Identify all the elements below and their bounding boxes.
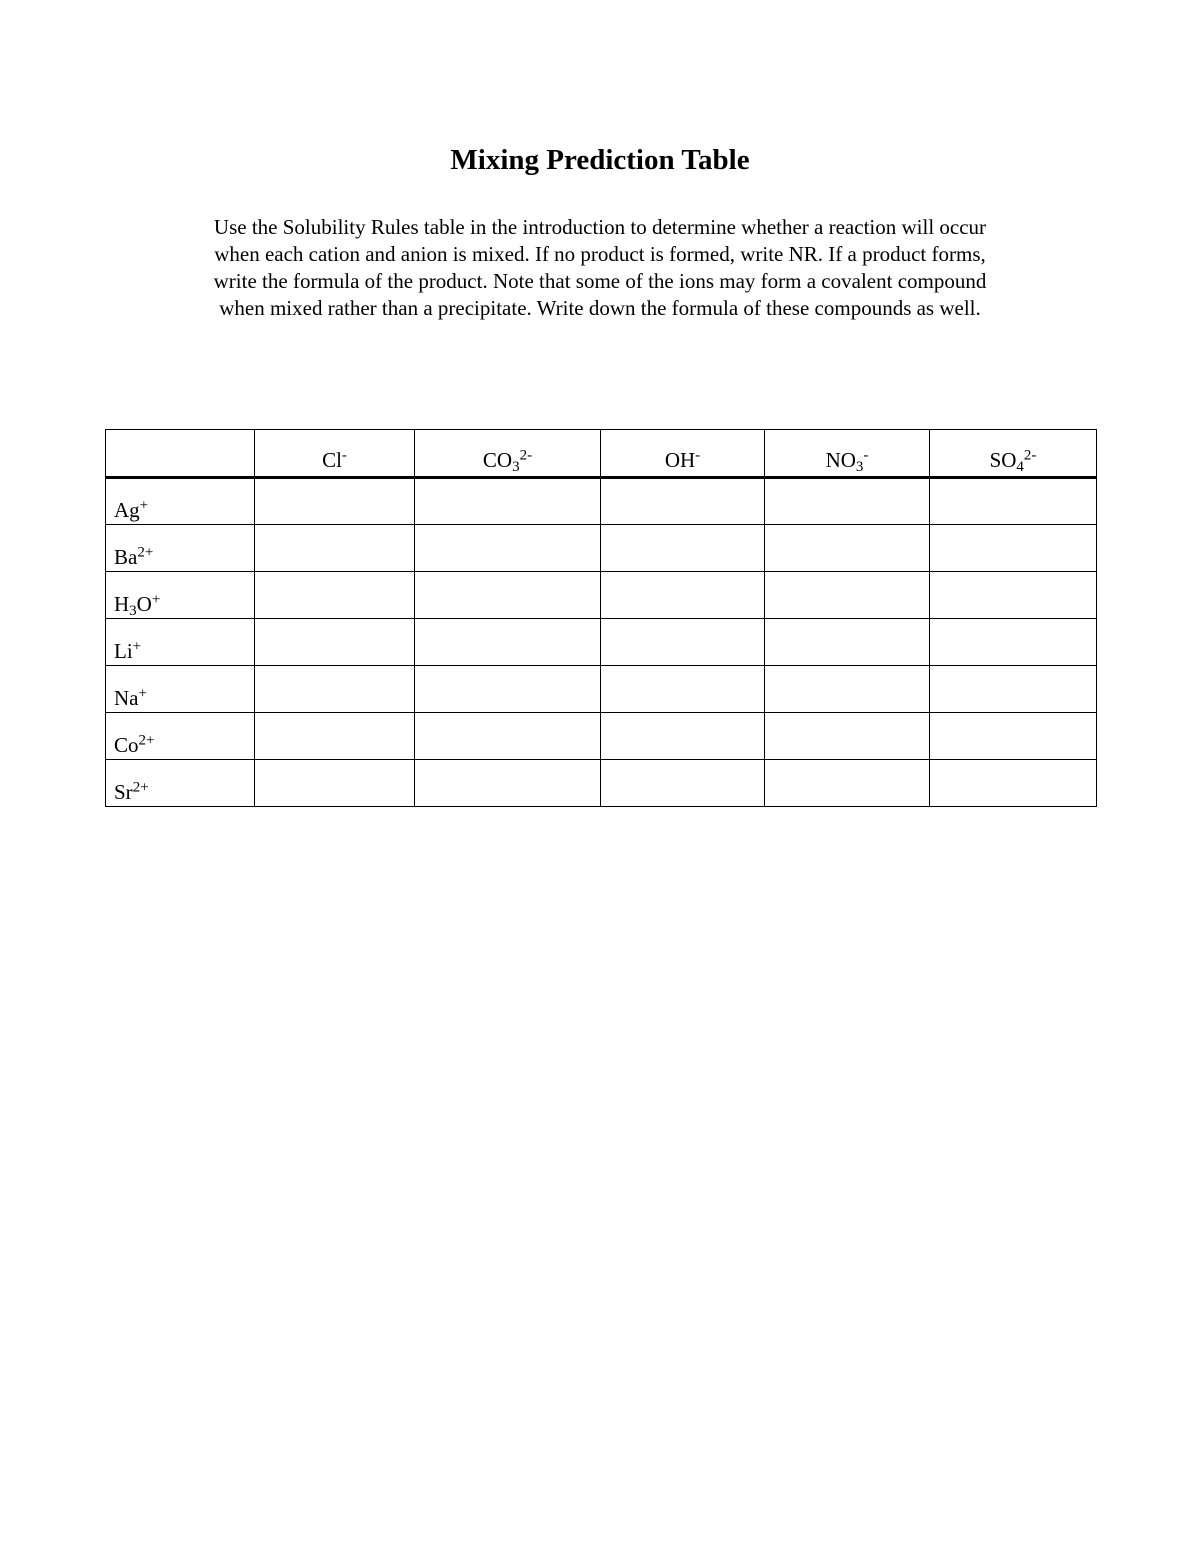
anion-charge: -: [341, 447, 347, 464]
cation-label: [106, 760, 255, 807]
prediction-cell[interactable]: [601, 713, 765, 760]
instructions-line: when mixed rather than a precipitate. Write down the formula of these compounds as well.: [219, 296, 981, 320]
prediction-cell[interactable]: [255, 619, 415, 666]
cation-formula-part: Sr: [114, 780, 133, 804]
anion-header: [601, 430, 765, 478]
table-row: [106, 572, 1097, 619]
cation-formula-part: +: [151, 591, 161, 608]
prediction-cell[interactable]: [930, 572, 1097, 619]
anion-symbol: Cl: [322, 448, 342, 472]
table-row: [106, 619, 1097, 666]
anion-charge: -: [695, 447, 701, 464]
prediction-cell[interactable]: [765, 572, 930, 619]
anion-subscript: 3: [512, 458, 520, 475]
prediction-cell[interactable]: [930, 478, 1097, 525]
prediction-cell[interactable]: [415, 478, 601, 525]
cation-label: [106, 666, 255, 713]
cation-formula-part: O: [136, 592, 152, 616]
prediction-cell[interactable]: [930, 619, 1097, 666]
anion-symbol: CO: [482, 448, 513, 472]
header-row: [106, 430, 1097, 478]
prediction-cell[interactable]: [601, 760, 765, 807]
cation-formula-part: +: [138, 685, 147, 702]
prediction-cell[interactable]: [415, 666, 601, 713]
prediction-cell[interactable]: [930, 760, 1097, 807]
prediction-cell[interactable]: [255, 478, 415, 525]
table-row: [106, 713, 1097, 760]
prediction-cell[interactable]: [601, 619, 765, 666]
anion-subscript: 4: [1016, 458, 1024, 475]
cation-formula-part: Na: [114, 686, 139, 710]
cation-formula-part: Ba: [114, 545, 138, 569]
instructions-line: write the formula of the product. Note that some of the ions may form a covalent compound: [213, 269, 987, 293]
prediction-cell[interactable]: [415, 760, 601, 807]
prediction-cell[interactable]: [415, 525, 601, 572]
anion-symbol: OH: [664, 448, 696, 472]
cation-formula-part: +: [139, 497, 149, 514]
prediction-cell[interactable]: [765, 666, 930, 713]
cation-formula-part: 3: [129, 602, 137, 619]
cation-formula-part: Ag: [114, 498, 140, 522]
anion-symbol: SO: [989, 448, 1017, 472]
prediction-cell[interactable]: [415, 572, 601, 619]
cation-formula-part: H: [114, 592, 130, 616]
cation-label: [106, 572, 255, 619]
cation-label: [106, 478, 255, 525]
cation-label: [106, 713, 255, 760]
instructions: [150, 214, 1050, 322]
corner-cell: [106, 430, 255, 478]
table-row: [106, 760, 1097, 807]
prediction-cell[interactable]: [765, 478, 930, 525]
cation-formula-part: 2+: [137, 544, 154, 561]
prediction-cell[interactable]: [255, 666, 415, 713]
prediction-cell[interactable]: [601, 478, 765, 525]
cation-label: [106, 525, 255, 572]
cation-formula-part: Li: [114, 639, 133, 663]
cation-label: [106, 619, 255, 666]
prediction-cell[interactable]: [415, 619, 601, 666]
prediction-cell[interactable]: [930, 666, 1097, 713]
instructions-line: Use the Solubility Rules table in the introduction to determine whether a reaction will occur: [213, 215, 987, 239]
cation-formula-part: +: [132, 638, 142, 655]
cation-formula-part: 2+: [132, 779, 149, 796]
prediction-cell[interactable]: [255, 525, 415, 572]
anion-header: [415, 430, 601, 478]
table-row: [106, 666, 1097, 713]
anion-subscript: 3: [855, 458, 864, 475]
prediction-cell[interactable]: [601, 525, 765, 572]
prediction-cell[interactable]: [765, 525, 930, 572]
prediction-cell[interactable]: [255, 572, 415, 619]
table-row: [106, 525, 1097, 572]
cation-formula-part: Co: [114, 733, 139, 757]
table-row: [106, 478, 1097, 525]
anion-charge: -: [863, 447, 869, 464]
cation-formula-part: 2+: [138, 732, 155, 749]
prediction-cell[interactable]: [765, 619, 930, 666]
prediction-cell[interactable]: [930, 713, 1097, 760]
prediction-cell[interactable]: [601, 666, 765, 713]
anion-header: [765, 430, 930, 478]
prediction-cell[interactable]: [601, 572, 765, 619]
prediction-cell[interactable]: [765, 713, 930, 760]
page-title: Mixing Prediction Table: [450, 144, 750, 176]
anion-symbol: NO: [825, 448, 856, 472]
anion-header: [255, 430, 415, 478]
prediction-cell[interactable]: [930, 525, 1097, 572]
anion-header: [930, 430, 1097, 478]
prediction-cell[interactable]: [415, 713, 601, 760]
anion-charge: 2-: [1023, 447, 1037, 464]
prediction-cell[interactable]: [765, 760, 930, 807]
mixing-prediction-table: [105, 429, 1097, 807]
prediction-cell[interactable]: [255, 713, 415, 760]
prediction-cell[interactable]: [255, 760, 415, 807]
anion-charge: 2-: [519, 447, 533, 464]
instructions-line: when each cation and anion is mixed. If no product is formed, write NR. If a product forms,: [214, 242, 986, 266]
